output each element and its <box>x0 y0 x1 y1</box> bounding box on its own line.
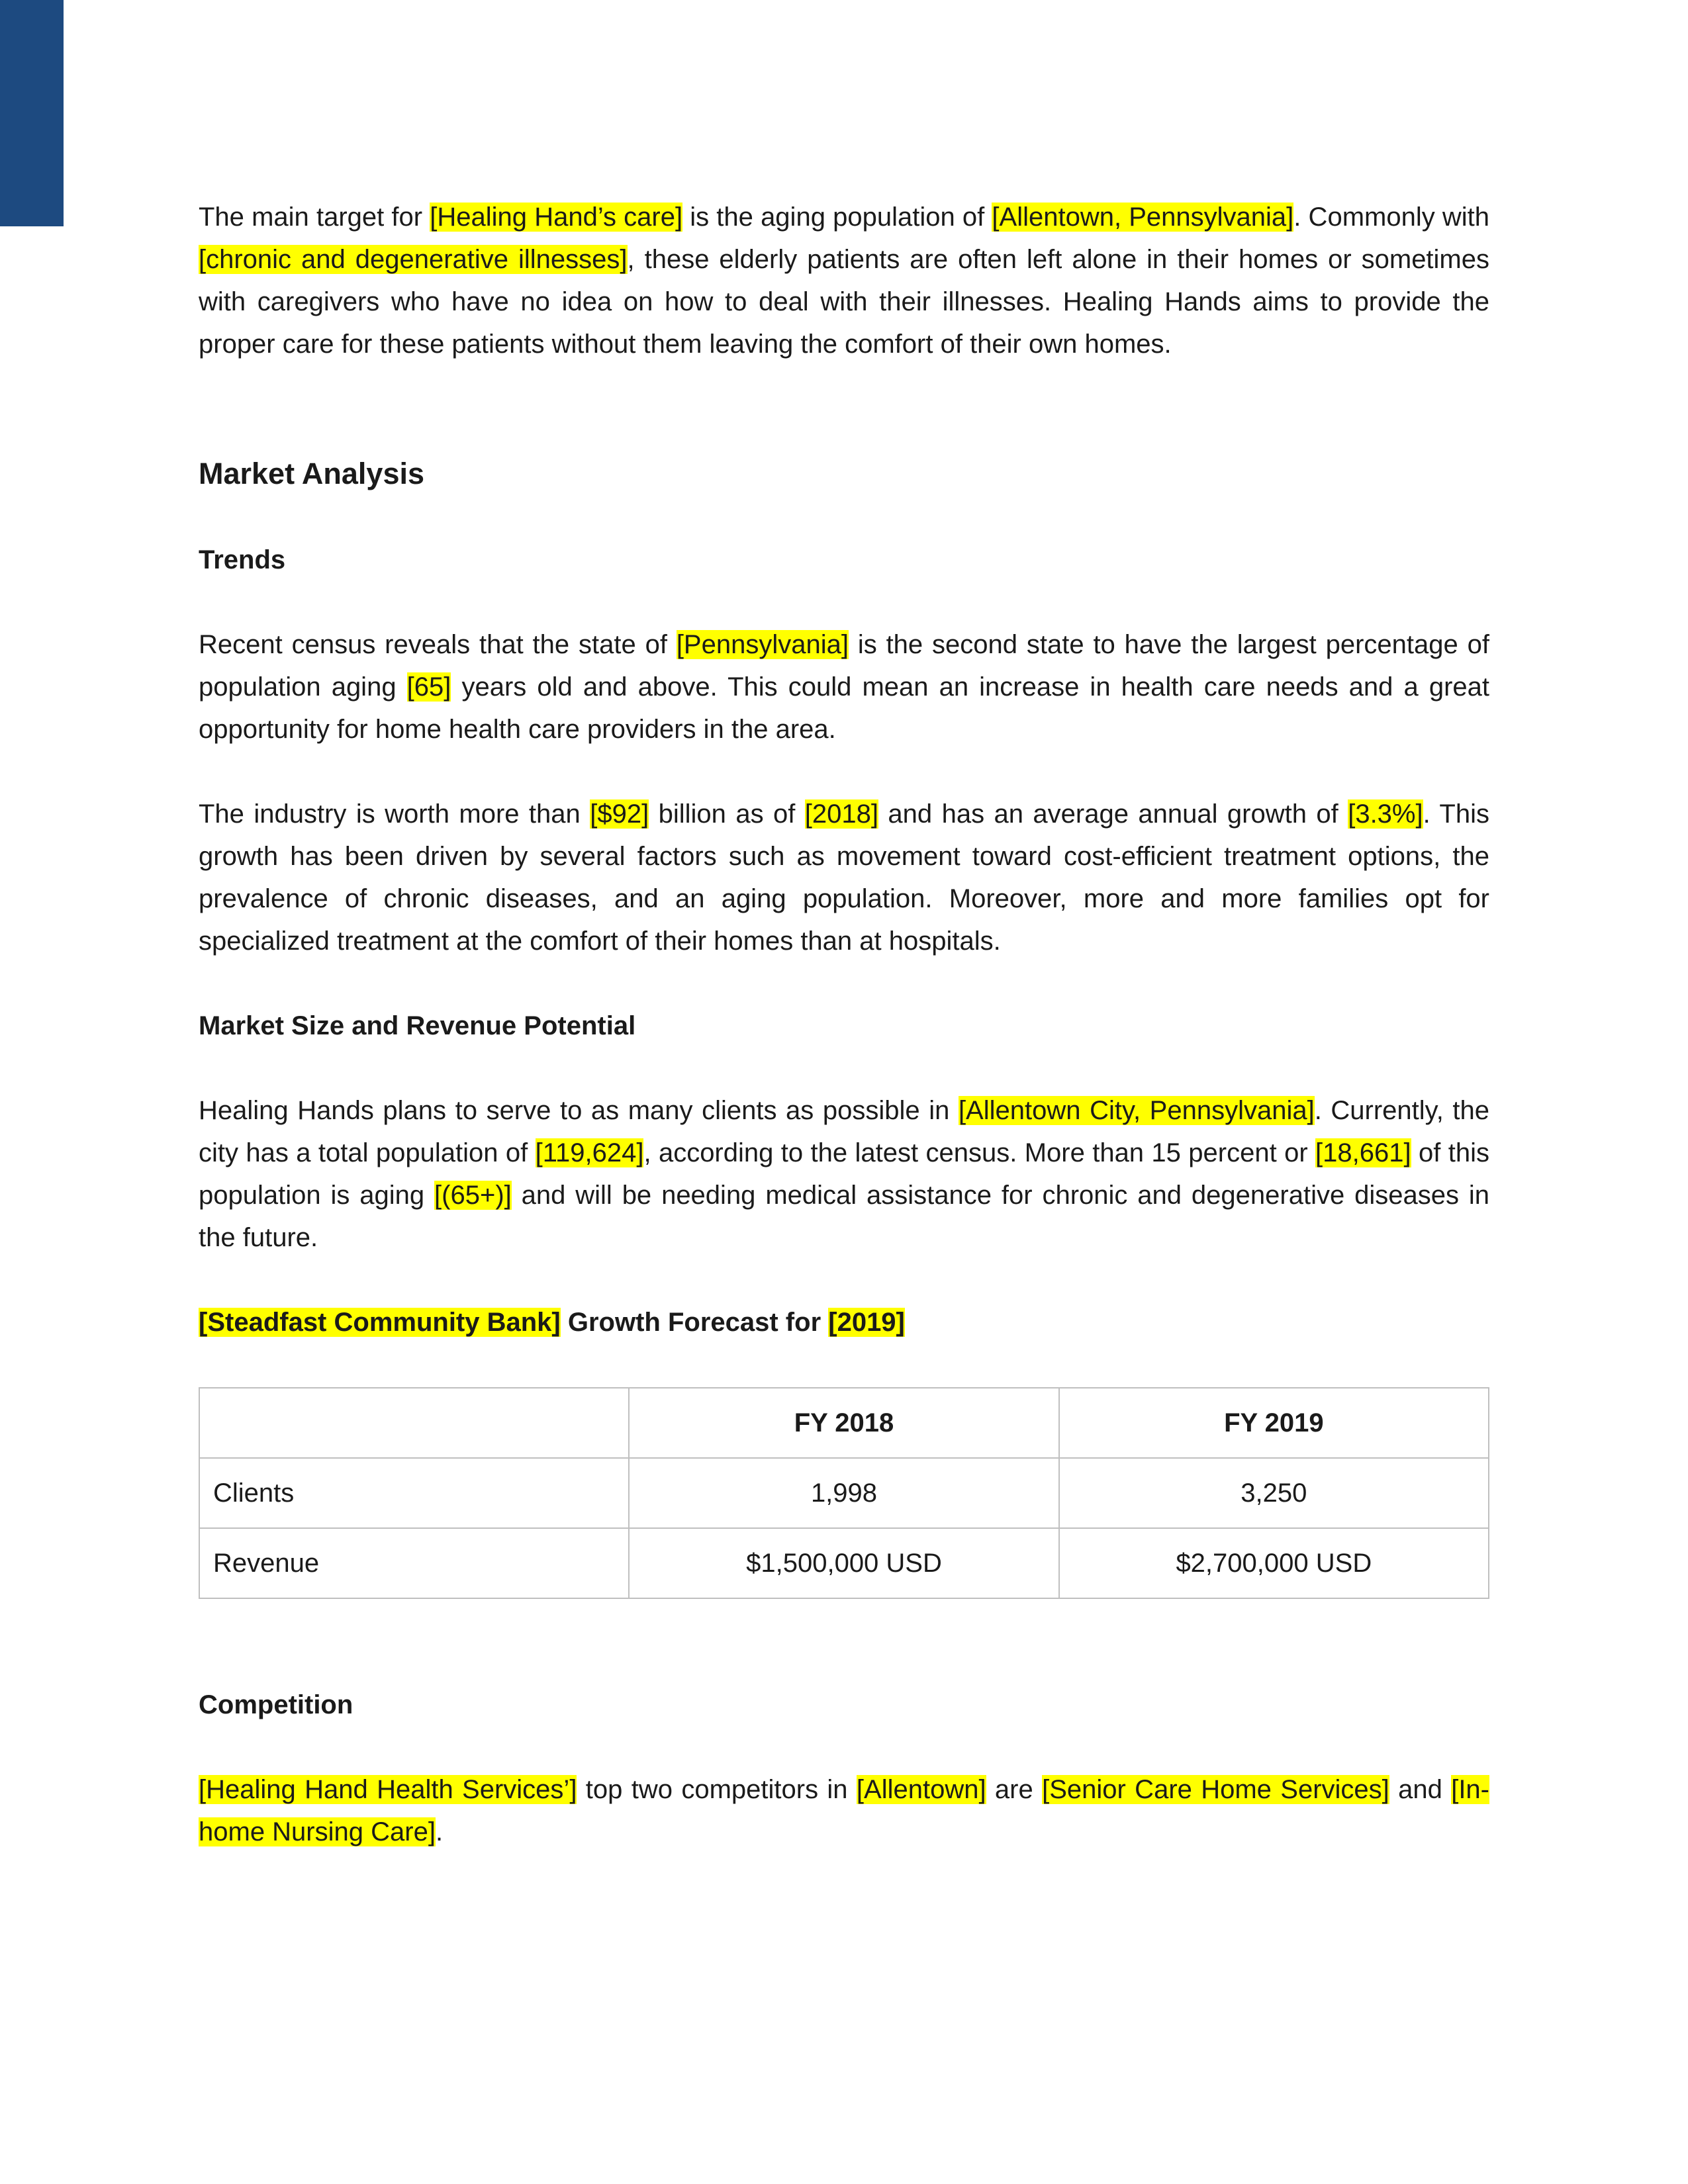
competition-paragraph: [Healing Hand Health Services’] top two competitors in [Allentown] are [Senior Care Home Services] and [In-home Nursing Care]. <box>199 1775 1489 1846</box>
highlight-placeholder: [119,624] <box>535 1138 644 1167</box>
market-size-paragraph: Healing Hands plans to serve to as many clients as possible in [Allentown City, Pennsylvania]. Currently, the city has a total population of [119,624], according to the latest census. More than 15 percent or [18,661] of this population is aging [(65+)] and will be needing medical assistance for chronic and degenerative diseases in the future. <box>199 1096 1490 1252</box>
table-row-label: Clients <box>199 1458 629 1528</box>
highlight-placeholder: [Allentown, Pennsylvania] <box>992 203 1294 232</box>
trends-paragraph-1: Recent census reveals that the state of [Pennsylvania] is the second state to have the largest percentage of population aging [65] years old and above. This could mean an increase in health care needs and a great opportunity for home health care providers in the area. <box>199 630 1489 744</box>
table-header-cell: FY 2018 <box>629 1388 1058 1458</box>
highlight-placeholder: [$92] <box>590 799 649 829</box>
highlight-placeholder: [Senior Care Home Services] <box>1042 1775 1389 1804</box>
growth-forecast-table <box>199 1387 1489 1599</box>
section-title-market-analysis: Market Analysis <box>199 457 424 490</box>
table-header-row <box>199 1388 1489 1458</box>
table-cell: $1,500,000 USD <box>629 1528 1058 1598</box>
highlight-placeholder: [In-home Nursing Care] <box>199 1775 1489 1846</box>
highlight-placeholder: [2019] <box>828 1308 905 1337</box>
highlight-placeholder: [(65+)] <box>434 1181 512 1210</box>
highlight-placeholder: [Healing Hand Health Services’] <box>199 1775 577 1804</box>
highlight-placeholder: [chronic and degenerative illnesses] <box>199 245 628 274</box>
highlight-placeholder: [2018] <box>804 799 878 829</box>
table-row <box>199 1528 1489 1598</box>
table-header-cell <box>199 1388 629 1458</box>
forecast-title: [Steadfast Community Bank] Growth Forecast for [2019] <box>199 1308 905 1337</box>
highlight-placeholder: [3.3%] <box>1348 799 1423 829</box>
highlight-placeholder: [Healing Hand’s care] <box>430 203 683 232</box>
corner-accent-bar <box>0 0 64 226</box>
highlight-placeholder: [Allentown City, Pennsylvania] <box>958 1096 1315 1125</box>
table-row-label: Revenue <box>199 1528 629 1598</box>
subsection-title-competition: Competition <box>199 1690 353 1719</box>
highlight-placeholder: [Steadfast Community Bank] <box>199 1308 561 1337</box>
table-row <box>199 1458 1489 1528</box>
table-cell: 3,250 <box>1059 1458 1489 1528</box>
table-cell: $2,700,000 USD <box>1059 1528 1489 1598</box>
subsection-title-trends: Trends <box>199 545 286 574</box>
highlight-placeholder: [65] <box>406 672 451 702</box>
highlight-placeholder: [Pennsylvania] <box>676 630 849 659</box>
table-cell: 1,998 <box>629 1458 1058 1528</box>
document-body <box>199 196 1489 1853</box>
subsection-title-market-size: Market Size and Revenue Potential <box>199 1011 636 1040</box>
intro-paragraph: The main target for [Healing Hand’s care] is the aging population of [Allentown, Pennsylvania]. Commonly with [chronic and degenerative illnesses], these elderly patients are often left alone in their homes or sometimes with caregivers who have no idea on how to deal with their illnesses. Healing Hands aims to provide the proper care for these patients without them leaving the comfort of their own homes. <box>199 203 1490 359</box>
highlight-placeholder: [Allentown] <box>856 1775 986 1804</box>
table-header-cell: FY 2019 <box>1059 1388 1489 1458</box>
trends-paragraph-2: The industry is worth more than [$92] billion as of [2018] and has an average annual growth of [3.3%]. This growth has been driven by several factors such as movement toward cost-efficient treatment options, the prevalence of chronic diseases, and an aging population. Moreover, more and more families opt for specialized treatment at the comfort of their homes than at hospitals. <box>199 799 1489 956</box>
highlight-placeholder: [18,661] <box>1315 1138 1411 1167</box>
